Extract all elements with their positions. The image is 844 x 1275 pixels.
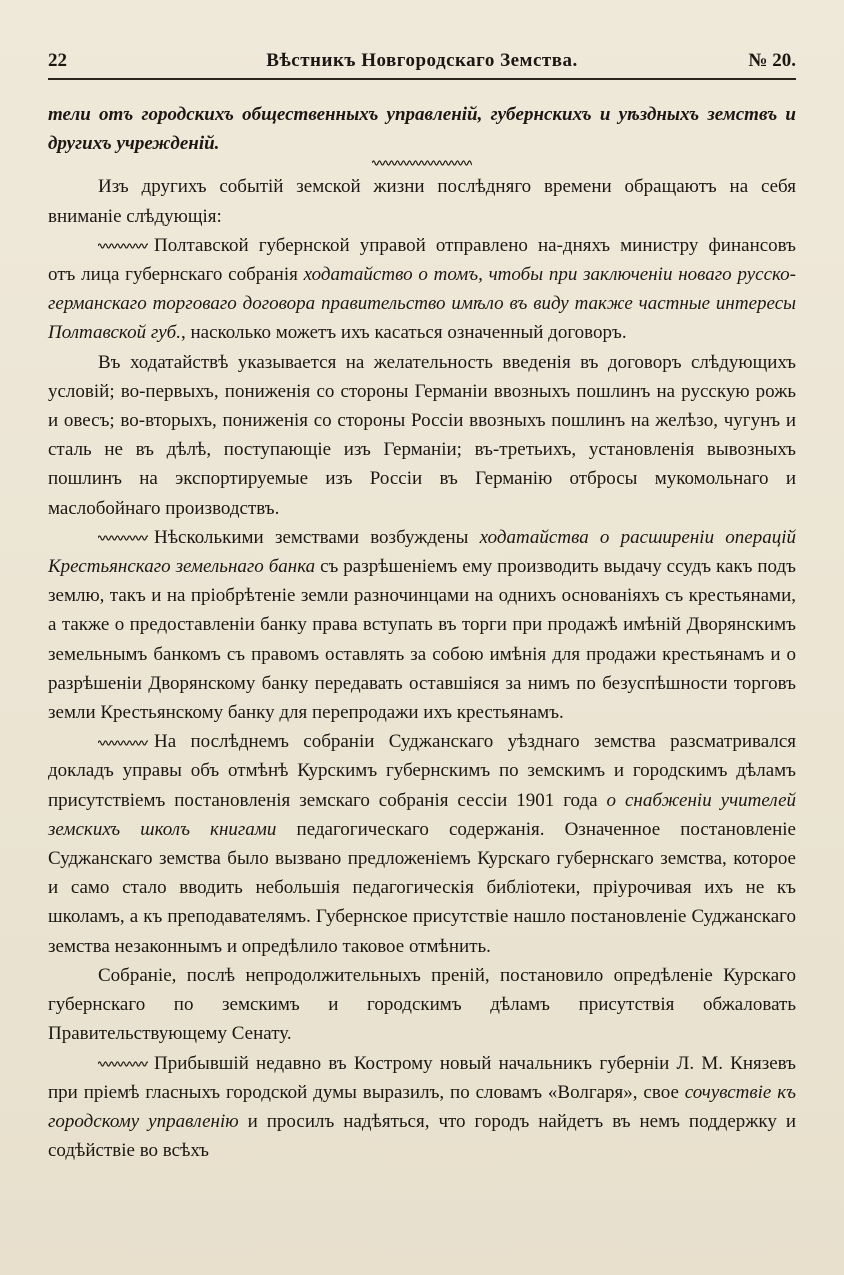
paragraph (48, 348, 796, 523)
article-body (48, 100, 796, 1165)
paragraph-text: Изъ другихъ событій земской жизни послѣдняго времени обращаютъ на себя вниманіе слѣдующія: (48, 176, 796, 227)
paragraph-text: Собраніе, послѣ непродолжительныхъ преній, постановило опредѣленіе Курскаго губернскаго по земскимъ и городскимъ дѣламъ присутствія обжаловать Правительствующему Сенату. (48, 964, 796, 1045)
emphasized-text: сочувствіе къ городскому управленію (48, 1081, 797, 1132)
paragraph-text: педагогическаго содержанія. Означенное постановленіе Суджанскаго земства было вызвано предложеніемъ Курскаго губернскаго земства, которое и само стало вводить небольшія педагогическія библіотеки, пріурочивая ихъ не къ школамъ, а къ преподавателямъ. Губернское присутствіе нашло постановленіе Суджанскаго земства незаконнымъ и опредѣлило таковое отмѣнить. (48, 818, 796, 957)
paragraph (48, 961, 796, 1049)
paragraph (48, 727, 796, 961)
page-number: 22 (48, 50, 67, 71)
paragraph-text: Нѣсколькими земствами возбуждены (154, 526, 480, 548)
emphasized-text: ходатайство о томъ, чтобы при заключеніи новаго русско-германскаго торговаго договора правительство имѣло въ виду также частные интересы Полтавской губ. (48, 264, 796, 344)
paragraph-text: Прибывшій недавно въ Кострому новый начальникъ губерніи Л. М. Князевъ при пріемѣ гласныхъ городской думы выразилъ, по словамъ «Волгаря», свое (48, 1052, 796, 1103)
emphasized-text: тели отъ городскихъ общественныхъ управленій, губернскихъ и уѣздныхъ земствъ и другихъ учрежденій. (48, 104, 796, 155)
journal-title: Вѣстникъ Новгородскаго Земства. (266, 50, 578, 71)
emphasized-text: ходатайства о расширеніи операцій Крестьянскаго земельнаго банка (48, 526, 797, 578)
page-header (48, 50, 796, 80)
paragraph-dash-ornament (98, 241, 148, 251)
paragraph-text: Въ ходатайствѣ указывается на желательность введенія въ договоръ слѣдующихъ условій; во-первыхъ, пониженія со стороны Германіи ввозныхъ пошлинъ на русскую рожь и овесъ; во-вторыхъ, пониженія со стороны Россіи ввозныхъ пошлинъ на желѣзо, чугунъ и сталь не въ дѣлѣ, поступающіе изъ Германіи; въ-третьихъ, установленія вывозныхъ пошлинъ на экспортируемые изъ Россіи въ Германію отбросы мукомольнаго и маслобойнаго производствъ. (48, 351, 796, 519)
paragraph-text: Полтавской губернской управой отправлено на-дняхъ министру финансовъ отъ лица губернскаго собранія (48, 234, 796, 286)
paragraph (48, 231, 796, 348)
paragraph (48, 1049, 796, 1166)
paragraph (48, 100, 796, 158)
paragraph (48, 523, 796, 727)
paragraph-dash-ornament (98, 1059, 148, 1069)
paragraph-text: съ разрѣшеніемъ ему производить выдачу ссудъ какъ подъ землю, такъ и на пріобрѣтеніе земли разночинцами на однихъ основаніяхъ съ крестьянами, а также о предоставленіи банку права вступать въ торги при продажѣ имѣній Дворянскимъ земельнымъ банкомъ съ правомъ оставлять за собою имѣнія для продажи крестьянамъ и о разрѣшеніи Дворянскому банку передавать оставшіяся за нимъ по безуспѣшности торговъ земли Крестьянскому банку для перепродажи ихъ крестьянамъ. (48, 556, 796, 724)
paragraph-text: , насколько можетъ ихъ касаться означенный договоръ. (180, 322, 627, 344)
paragraph-text: На послѣднемъ собраніи Суджанскаго уѣзднаго земства разсматривался докладъ управы объ отмѣнѣ Курскимъ губернскимъ по земскимъ и городскимъ дѣламъ присутствіемъ постановленія земскаго собранія сессіи 1901 года (48, 731, 796, 811)
paragraph-dash-ornament (98, 533, 148, 543)
paragraph-text: и просилъ надѣяться, что городъ найдетъ въ немъ поддержку и содѣйствіе во всѣхъ (48, 1110, 797, 1162)
emphasized-text: о снабженіи учителей земскихъ школъ книгами (48, 789, 797, 840)
issue-number: № 20. (748, 50, 796, 71)
paragraph-dash-ornament (98, 738, 148, 748)
section-separator-ornament (372, 158, 472, 168)
paragraph (48, 172, 796, 230)
